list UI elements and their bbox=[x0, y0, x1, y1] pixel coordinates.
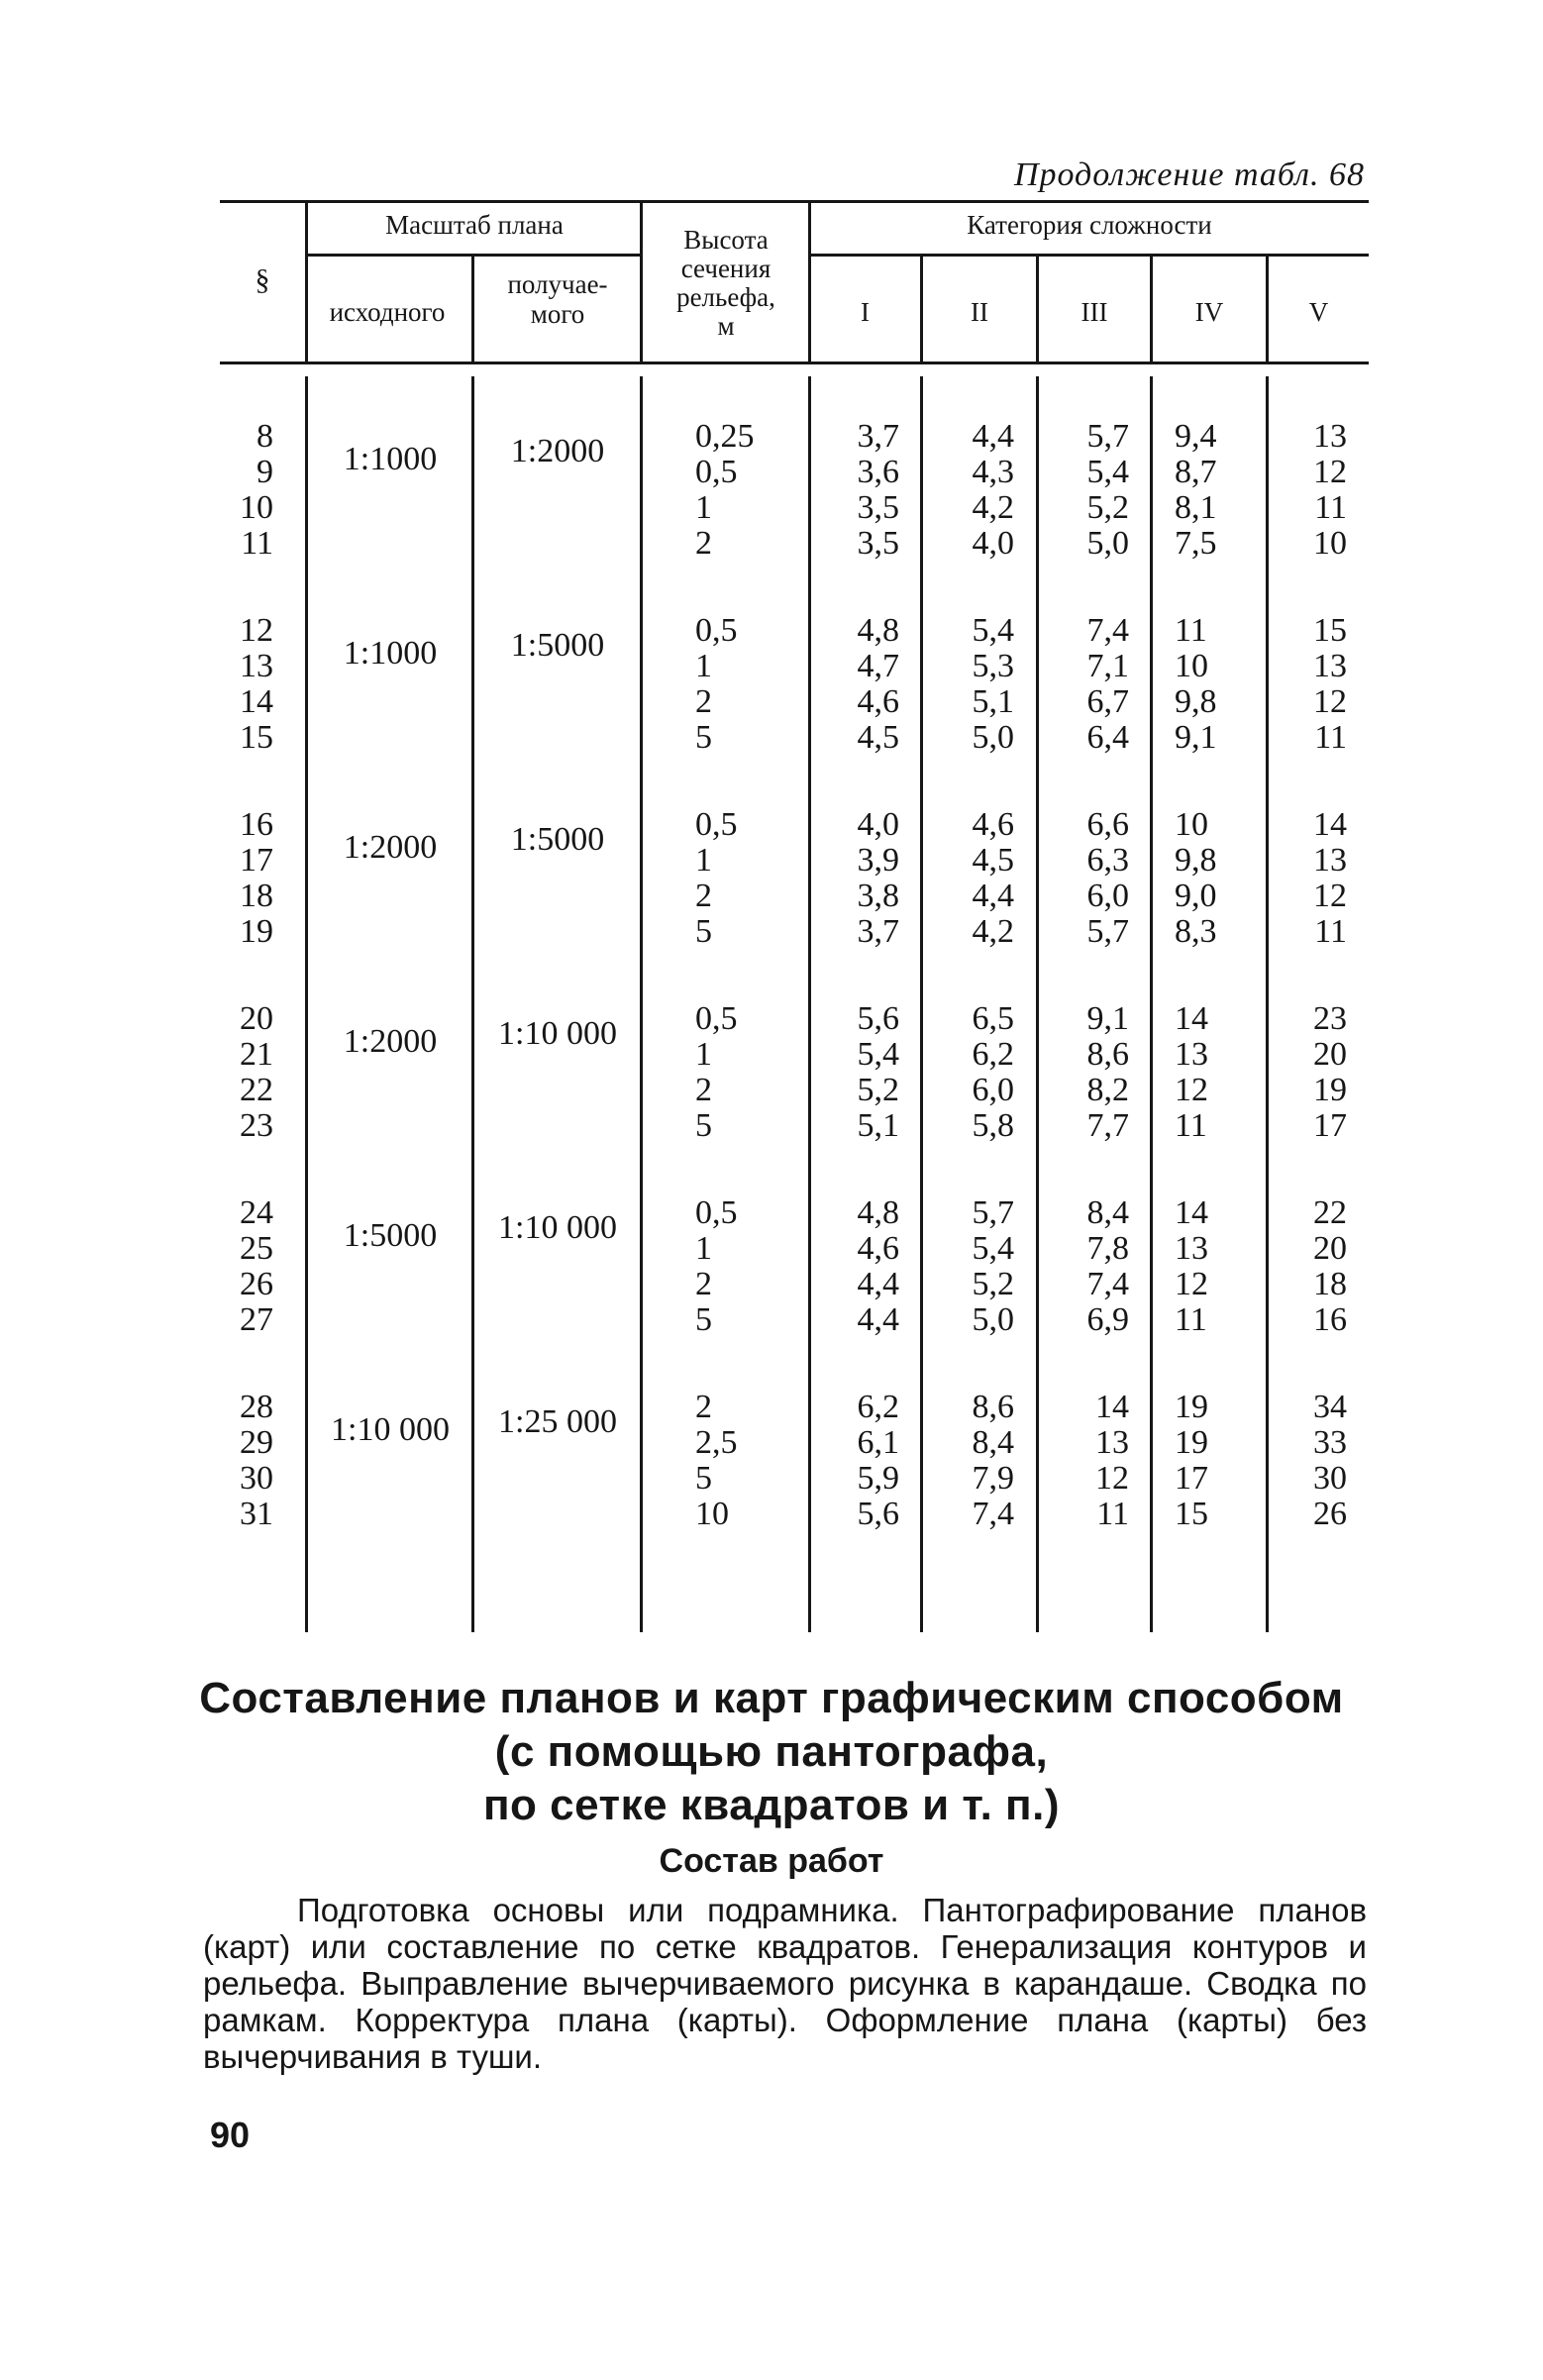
header-category-iv: IV bbox=[1194, 297, 1224, 327]
section-number-cell: 21 bbox=[240, 1036, 273, 1073]
section-number-cell: 22 bbox=[240, 1072, 273, 1108]
category-i-cell: 4,4 bbox=[857, 1266, 899, 1302]
column-rule bbox=[640, 376, 643, 1632]
relief-height-cell: 2 bbox=[695, 1072, 712, 1108]
category-ii-cell: 8,6 bbox=[972, 1389, 1014, 1425]
category-ii-cell: 5,3 bbox=[972, 648, 1014, 684]
section-number-cell: 24 bbox=[240, 1194, 273, 1231]
category-ii-cell: 6,5 bbox=[972, 1000, 1014, 1037]
category-iv-cell: 13 bbox=[1175, 1230, 1208, 1267]
category-iv-cell: 11 bbox=[1175, 1301, 1207, 1338]
relief-height-cell: 10 bbox=[695, 1496, 729, 1532]
category-i-column bbox=[830, 1195, 899, 1338]
relief-height-cell: 0,5 bbox=[695, 1194, 738, 1231]
target-scale-cell: 1:2000 bbox=[510, 433, 605, 469]
section-number-column bbox=[224, 807, 273, 950]
relief-height-column bbox=[695, 613, 794, 756]
category-v-cell: 11 bbox=[1314, 719, 1347, 756]
header-target-scale: получае- мого bbox=[507, 269, 608, 329]
relief-height-cell: 5 bbox=[695, 719, 712, 756]
section-number-column bbox=[224, 613, 273, 756]
category-i-cell: 4,6 bbox=[857, 683, 899, 720]
source-scale-cell: 1:5000 bbox=[343, 1217, 438, 1254]
section-number-column bbox=[224, 419, 273, 562]
category-i-cell: 3,5 bbox=[857, 525, 899, 562]
category-iii-cell: 5,4 bbox=[1086, 454, 1129, 490]
column-rule bbox=[1150, 376, 1153, 1632]
category-iv-cell: 13 bbox=[1175, 1036, 1208, 1073]
category-i-cell: 4,0 bbox=[857, 806, 899, 843]
category-iii-cell: 7,4 bbox=[1086, 1266, 1129, 1302]
category-v-cell: 17 bbox=[1313, 1107, 1347, 1144]
category-ii-cell: 5,0 bbox=[972, 1301, 1014, 1338]
category-v-cell: 15 bbox=[1313, 612, 1347, 649]
header-divider bbox=[471, 254, 474, 362]
category-iii-cell: 8,4 bbox=[1086, 1194, 1129, 1231]
section-title: Составление планов и карт графическим способом (с помощью пантографа, по сетке квадратов и т. п.) bbox=[199, 1674, 1344, 1829]
source-scale-cell: 1:10 000 bbox=[331, 1411, 450, 1448]
category-v-cell: 10 bbox=[1313, 525, 1347, 562]
table-top-rule bbox=[220, 200, 1369, 203]
category-v-cell: 11 bbox=[1314, 913, 1347, 950]
scale-subheader-rule bbox=[307, 254, 642, 257]
work-description-paragraph: Подготовка основы или подрамника. Пантографирование планов (карт) или составление по сетке квадратов. Генерализация контуров и рельефа. Выправление вычерчиваемого рисунка в карандаше. Сводка по рамкам. Корректура плана (карты). Оформление плана (карты) без вычерчивания в туши. bbox=[203, 1892, 1367, 2075]
category-ii-cell: 7,4 bbox=[972, 1496, 1014, 1532]
category-iv-cell: 9,0 bbox=[1175, 878, 1217, 914]
category-iv-cell: 9,8 bbox=[1175, 683, 1217, 720]
category-ii-cell: 5,0 bbox=[972, 719, 1014, 756]
category-iv-cell: 10 bbox=[1175, 648, 1208, 684]
header-category-v: V bbox=[1308, 297, 1329, 327]
category-i-cell: 4,4 bbox=[857, 1301, 899, 1338]
header-category-group: Категория сложности bbox=[967, 210, 1212, 240]
category-iv-column bbox=[1175, 1001, 1244, 1144]
relief-height-cell: 2 bbox=[695, 1389, 712, 1425]
category-iii-column bbox=[1060, 1195, 1129, 1338]
category-iii-cell: 6,3 bbox=[1086, 842, 1129, 879]
relief-height-column bbox=[695, 1195, 794, 1338]
category-iv-column bbox=[1175, 613, 1244, 756]
target-scale-cell: 1:25 000 bbox=[498, 1403, 617, 1440]
category-v-cell: 20 bbox=[1313, 1230, 1347, 1267]
relief-height-cell: 2 bbox=[695, 683, 712, 720]
category-iii-cell: 6,7 bbox=[1086, 683, 1129, 720]
section-number-cell: 27 bbox=[240, 1301, 273, 1338]
category-v-cell: 18 bbox=[1313, 1266, 1347, 1302]
category-iv-cell: 14 bbox=[1175, 1000, 1208, 1037]
section-number-cell: 17 bbox=[240, 842, 273, 879]
section-number-cell: 8 bbox=[257, 418, 273, 455]
section-number-cell: 19 bbox=[240, 913, 273, 950]
category-ii-cell: 4,2 bbox=[972, 913, 1014, 950]
section-number-cell: 29 bbox=[240, 1424, 273, 1461]
column-rule bbox=[305, 376, 308, 1632]
source-scale-cell: 1:1000 bbox=[343, 441, 438, 477]
category-iv-cell: 11 bbox=[1175, 612, 1207, 649]
header-category-i: I bbox=[861, 297, 870, 327]
category-i-cell: 3,7 bbox=[857, 418, 899, 455]
category-i-cell: 3,6 bbox=[857, 454, 899, 490]
category-iii-cell: 6,0 bbox=[1086, 878, 1129, 914]
category-ii-cell: 5,4 bbox=[972, 1230, 1014, 1267]
relief-height-cell: 5 bbox=[695, 1460, 712, 1497]
category-ii-cell: 5,2 bbox=[972, 1266, 1014, 1302]
target-scale-cell: 1:10 000 bbox=[498, 1015, 617, 1052]
category-v-column bbox=[1287, 613, 1347, 756]
category-v-cell: 13 bbox=[1313, 842, 1347, 879]
category-i-cell: 5,2 bbox=[857, 1072, 899, 1108]
header-bottom-rule bbox=[220, 362, 1369, 364]
category-iv-cell: 8,3 bbox=[1175, 913, 1217, 950]
category-iv-cell: 9,4 bbox=[1175, 418, 1217, 455]
category-i-cell: 4,7 bbox=[857, 648, 899, 684]
category-iii-cell: 5,2 bbox=[1086, 489, 1129, 526]
category-ii-cell: 6,0 bbox=[972, 1072, 1014, 1108]
category-iv-cell: 17 bbox=[1175, 1460, 1208, 1497]
table-continuation-caption: Продолжение табл. 68 bbox=[1013, 156, 1365, 193]
header-category-ii: II bbox=[971, 297, 988, 327]
category-ii-cell: 4,2 bbox=[972, 489, 1014, 526]
category-i-cell: 4,8 bbox=[857, 1194, 899, 1231]
section-number-column bbox=[224, 1390, 273, 1532]
relief-height-cell: 2 bbox=[695, 1266, 712, 1302]
relief-height-cell: 1 bbox=[695, 648, 712, 684]
category-i-cell: 3,8 bbox=[857, 878, 899, 914]
category-v-column bbox=[1287, 1001, 1347, 1144]
category-ii-column bbox=[945, 1390, 1014, 1532]
category-i-cell: 5,6 bbox=[857, 1000, 899, 1037]
relief-height-column bbox=[695, 419, 794, 562]
target-scale-cell: 1:5000 bbox=[510, 627, 605, 664]
column-rule bbox=[920, 376, 923, 1632]
category-ii-cell: 4,4 bbox=[972, 878, 1014, 914]
column-rule bbox=[1266, 376, 1269, 1632]
category-i-cell: 6,1 bbox=[857, 1424, 899, 1461]
column-rule bbox=[808, 376, 811, 1632]
category-iii-column bbox=[1060, 613, 1129, 756]
category-iii-cell: 11 bbox=[1096, 1496, 1129, 1532]
category-iii-cell: 7,1 bbox=[1086, 648, 1129, 684]
category-ii-cell: 4,0 bbox=[972, 525, 1014, 562]
category-ii-cell: 4,5 bbox=[972, 842, 1014, 879]
category-ii-cell: 5,1 bbox=[972, 683, 1014, 720]
relief-height-cell: 0,5 bbox=[695, 806, 738, 843]
relief-height-cell: 1 bbox=[695, 489, 712, 526]
category-i-column bbox=[830, 419, 899, 562]
target-scale-cell: 1:5000 bbox=[510, 821, 605, 858]
relief-height-cell: 5 bbox=[695, 913, 712, 950]
category-ii-column bbox=[945, 807, 1014, 950]
section-number-cell: 13 bbox=[240, 648, 273, 684]
section-number-cell: 10 bbox=[240, 489, 273, 526]
category-v-cell: 14 bbox=[1313, 806, 1347, 843]
category-ii-cell: 6,2 bbox=[972, 1036, 1014, 1073]
relief-height-column bbox=[695, 1390, 794, 1532]
category-i-cell: 4,8 bbox=[857, 612, 899, 649]
category-v-cell: 34 bbox=[1313, 1389, 1347, 1425]
column-rule bbox=[471, 376, 474, 1632]
category-v-cell: 13 bbox=[1313, 648, 1347, 684]
category-iii-cell: 5,0 bbox=[1086, 525, 1129, 562]
category-ii-cell: 4,3 bbox=[972, 454, 1014, 490]
category-i-cell: 6,2 bbox=[857, 1389, 899, 1425]
column-rule bbox=[1036, 376, 1039, 1632]
category-iii-cell: 6,4 bbox=[1086, 719, 1129, 756]
category-iii-cell: 7,4 bbox=[1086, 612, 1129, 649]
relief-height-column bbox=[695, 1001, 794, 1144]
category-iv-cell: 19 bbox=[1175, 1389, 1208, 1425]
section-number-cell: 14 bbox=[240, 683, 273, 720]
category-v-cell: 12 bbox=[1313, 683, 1347, 720]
relief-height-cell: 2 bbox=[695, 525, 712, 562]
category-v-column bbox=[1287, 1390, 1347, 1532]
category-ii-cell: 8,4 bbox=[972, 1424, 1014, 1461]
category-ii-cell: 7,9 bbox=[972, 1460, 1014, 1497]
category-v-cell: 26 bbox=[1313, 1496, 1347, 1532]
category-iv-column bbox=[1175, 807, 1244, 950]
category-ii-cell: 4,6 bbox=[972, 806, 1014, 843]
category-i-cell: 5,6 bbox=[857, 1496, 899, 1532]
category-iv-cell: 14 bbox=[1175, 1194, 1208, 1231]
header-section: § bbox=[255, 263, 270, 296]
category-ii-cell: 5,7 bbox=[972, 1194, 1014, 1231]
category-iv-cell: 9,8 bbox=[1175, 842, 1217, 879]
category-iv-column bbox=[1175, 1195, 1244, 1338]
section-number-cell: 18 bbox=[240, 878, 273, 914]
work-composition-heading: Состав работ bbox=[659, 1842, 884, 1880]
section-number-cell: 30 bbox=[240, 1460, 273, 1497]
category-iii-cell: 14 bbox=[1095, 1389, 1129, 1425]
category-iv-cell: 15 bbox=[1175, 1496, 1208, 1532]
relief-height-cell: 5 bbox=[695, 1301, 712, 1338]
category-iv-cell: 12 bbox=[1175, 1266, 1208, 1302]
category-v-cell: 13 bbox=[1313, 418, 1347, 455]
category-iii-cell: 6,9 bbox=[1086, 1301, 1129, 1338]
section-number-cell: 12 bbox=[240, 612, 273, 649]
category-i-cell: 4,5 bbox=[857, 719, 899, 756]
category-iii-cell: 12 bbox=[1095, 1460, 1129, 1497]
relief-height-cell: 0,25 bbox=[695, 418, 755, 455]
category-v-cell: 11 bbox=[1314, 489, 1347, 526]
section-number-column bbox=[224, 1001, 273, 1144]
header-divider bbox=[305, 200, 308, 362]
category-ii-cell: 5,4 bbox=[972, 612, 1014, 649]
category-iii-cell: 7,8 bbox=[1086, 1230, 1129, 1267]
source-scale-cell: 1:2000 bbox=[343, 829, 438, 866]
category-i-column bbox=[830, 613, 899, 756]
category-v-cell: 16 bbox=[1313, 1301, 1347, 1338]
category-iv-cell: 8,7 bbox=[1175, 454, 1217, 490]
header-category-iii: III bbox=[1080, 297, 1108, 327]
section-number-cell: 31 bbox=[240, 1496, 273, 1532]
section-number-cell: 20 bbox=[240, 1000, 273, 1037]
category-ii-column bbox=[945, 1001, 1014, 1144]
category-iii-cell: 8,6 bbox=[1086, 1036, 1129, 1073]
category-iii-cell: 5,7 bbox=[1086, 418, 1129, 455]
header-relief-height: Высота сечения рельефа, м bbox=[676, 225, 775, 341]
category-i-cell: 5,9 bbox=[857, 1460, 899, 1497]
header-divider bbox=[640, 200, 643, 362]
category-iv-cell: 11 bbox=[1175, 1107, 1207, 1144]
category-iii-cell: 9,1 bbox=[1086, 1000, 1129, 1037]
category-iv-cell: 9,1 bbox=[1175, 719, 1217, 756]
category-i-cell: 3,5 bbox=[857, 489, 899, 526]
source-scale-cell: 1:2000 bbox=[343, 1023, 438, 1060]
header-scale-group: Масштаб плана bbox=[385, 210, 564, 240]
relief-height-cell: 1 bbox=[695, 1036, 712, 1073]
relief-height-cell: 2 bbox=[695, 878, 712, 914]
section-number-cell: 25 bbox=[240, 1230, 273, 1267]
category-ii-column bbox=[945, 419, 1014, 562]
relief-height-cell: 1 bbox=[695, 842, 712, 879]
category-v-cell: 33 bbox=[1313, 1424, 1347, 1461]
category-v-column bbox=[1287, 419, 1347, 562]
section-number-cell: 26 bbox=[240, 1266, 273, 1302]
relief-height-cell: 0,5 bbox=[695, 612, 738, 649]
category-i-column bbox=[830, 1390, 899, 1532]
category-v-cell: 30 bbox=[1313, 1460, 1347, 1497]
category-iv-cell: 7,5 bbox=[1175, 525, 1217, 562]
category-iv-cell: 8,1 bbox=[1175, 489, 1217, 526]
category-ii-column bbox=[945, 1195, 1014, 1338]
category-v-cell: 12 bbox=[1313, 878, 1347, 914]
section-number-cell: 28 bbox=[240, 1389, 273, 1425]
section-number-cell: 11 bbox=[241, 525, 273, 562]
category-i-cell: 5,1 bbox=[857, 1107, 899, 1144]
category-iii-column bbox=[1060, 1390, 1129, 1532]
section-number-cell: 9 bbox=[257, 454, 273, 490]
category-ii-column bbox=[945, 613, 1014, 756]
relief-height-column bbox=[695, 807, 794, 950]
category-i-cell: 3,9 bbox=[857, 842, 899, 879]
category-v-cell: 20 bbox=[1313, 1036, 1347, 1073]
category-v-cell: 22 bbox=[1313, 1194, 1347, 1231]
category-iii-cell: 5,7 bbox=[1086, 913, 1129, 950]
section-number-cell: 23 bbox=[240, 1107, 273, 1144]
category-v-cell: 19 bbox=[1313, 1072, 1347, 1108]
relief-height-cell: 0,5 bbox=[695, 1000, 738, 1037]
category-i-cell: 4,6 bbox=[857, 1230, 899, 1267]
relief-height-cell: 2,5 bbox=[695, 1424, 738, 1461]
category-iii-column bbox=[1060, 419, 1129, 562]
category-v-column bbox=[1287, 807, 1347, 950]
category-v-cell: 12 bbox=[1313, 454, 1347, 490]
category-subheader-rule bbox=[810, 254, 1369, 257]
relief-height-cell: 0,5 bbox=[695, 454, 738, 490]
category-i-column bbox=[830, 807, 899, 950]
category-iii-column bbox=[1060, 807, 1129, 950]
relief-height-cell: 5 bbox=[695, 1107, 712, 1144]
section-number-cell: 16 bbox=[240, 806, 273, 843]
header-source-scale: исходного bbox=[329, 297, 446, 327]
section-number-column bbox=[224, 1195, 273, 1338]
category-iii-cell: 6,6 bbox=[1086, 806, 1129, 843]
category-iii-cell: 8,2 bbox=[1086, 1072, 1129, 1108]
category-iv-cell: 19 bbox=[1175, 1424, 1208, 1461]
category-iv-column bbox=[1175, 1390, 1244, 1532]
category-iii-cell: 7,7 bbox=[1086, 1107, 1129, 1144]
category-v-cell: 23 bbox=[1313, 1000, 1347, 1037]
category-iii-column bbox=[1060, 1001, 1129, 1144]
category-i-cell: 3,7 bbox=[857, 913, 899, 950]
category-ii-cell: 5,8 bbox=[972, 1107, 1014, 1144]
section-number-cell: 15 bbox=[240, 719, 273, 756]
target-scale-cell: 1:10 000 bbox=[498, 1209, 617, 1246]
category-iv-cell: 10 bbox=[1175, 806, 1208, 843]
category-iii-cell: 13 bbox=[1095, 1424, 1129, 1461]
category-i-cell: 5,4 bbox=[857, 1036, 899, 1073]
category-ii-cell: 4,4 bbox=[972, 418, 1014, 455]
relief-height-cell: 1 bbox=[695, 1230, 712, 1267]
category-i-column bbox=[830, 1001, 899, 1144]
category-iv-column bbox=[1175, 419, 1244, 562]
page-number: 90 bbox=[210, 2115, 251, 2155]
source-scale-cell: 1:1000 bbox=[343, 635, 438, 672]
category-v-column bbox=[1287, 1195, 1347, 1338]
category-iv-cell: 12 bbox=[1175, 1072, 1208, 1108]
